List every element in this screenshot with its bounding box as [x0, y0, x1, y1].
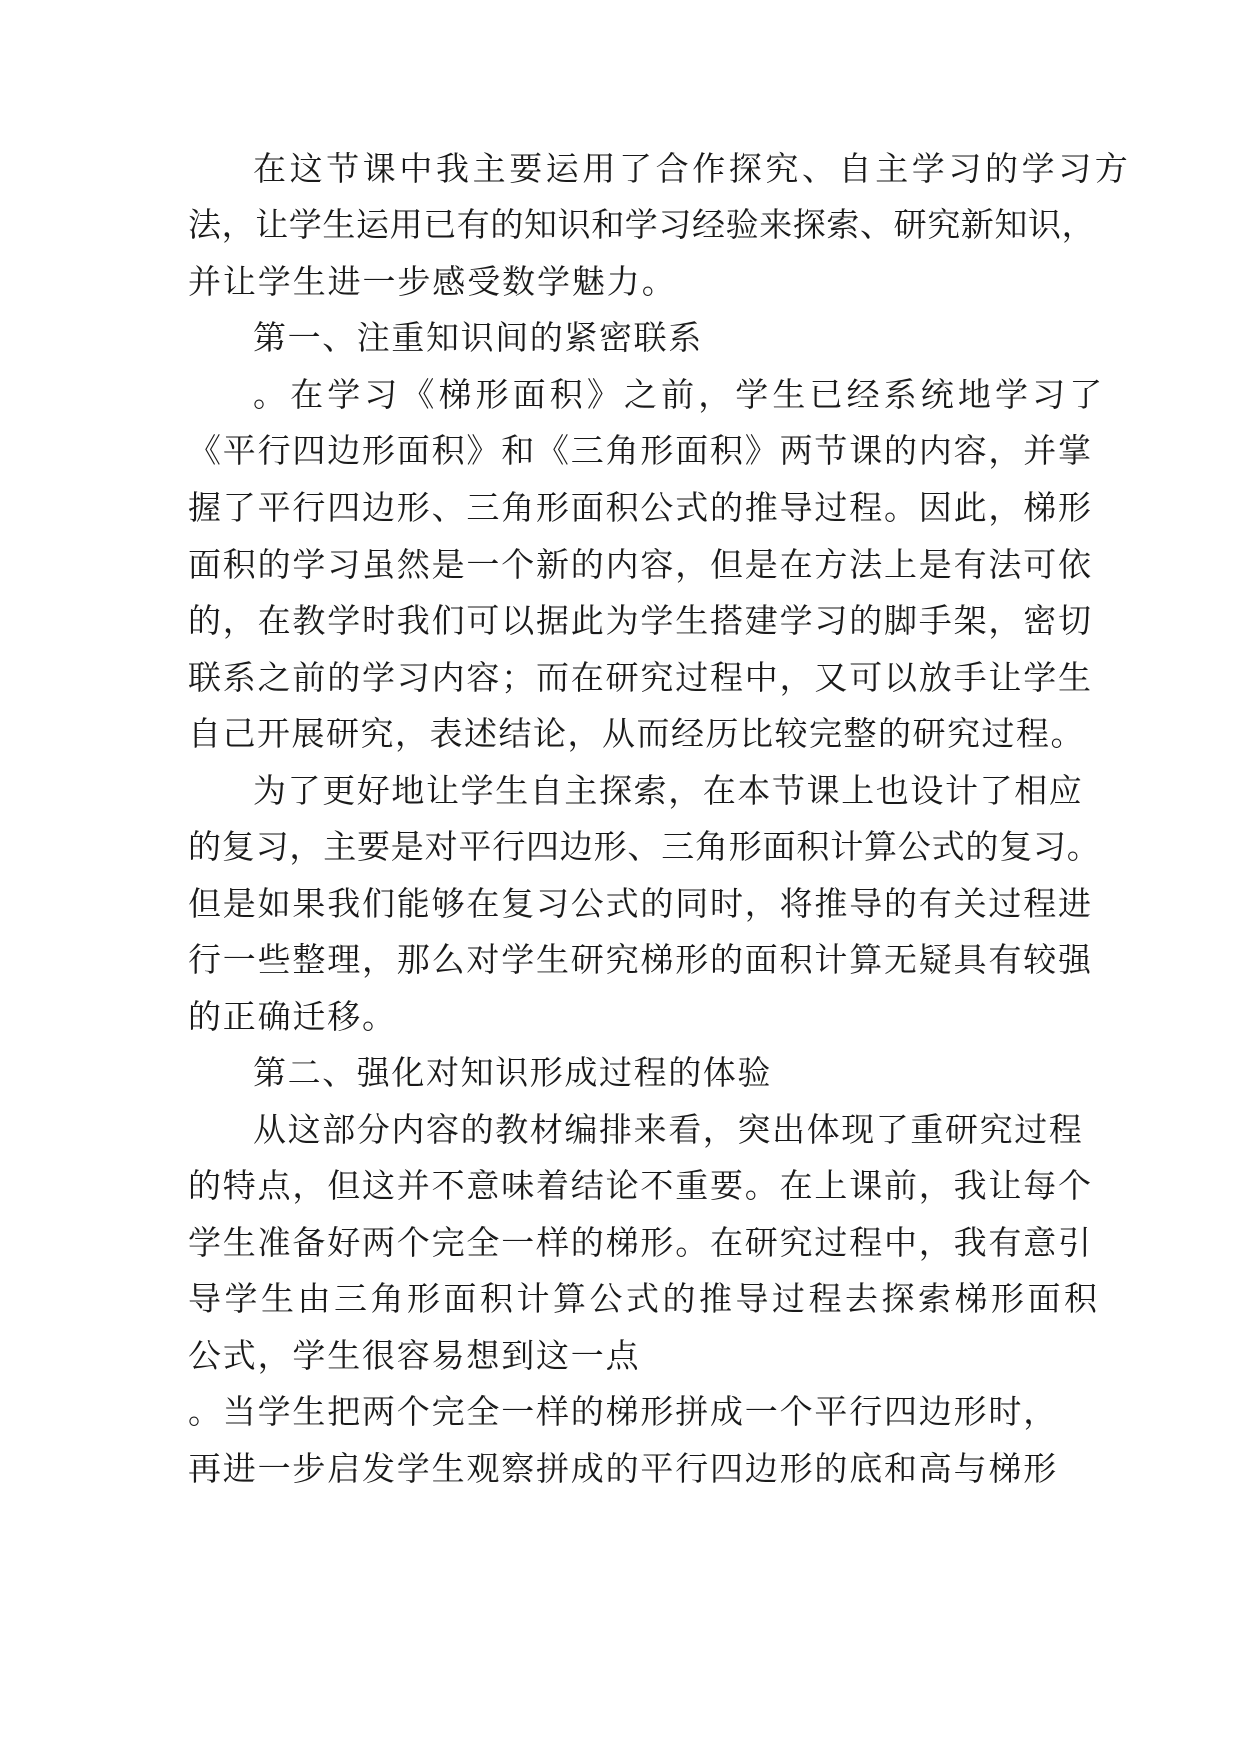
text-line: 。在学习《梯形面积》之前，学生已经系统地学习了 — [253, 375, 1107, 414]
text-line: 的正确迁移。 — [188, 997, 397, 1036]
text-line: 联系之前的学习内容；而在研究过程中，又可以放手让学生 — [188, 658, 1093, 697]
text-line: 《平行四边形面积》和《三角形面积》两节课的内容，并掌 — [188, 431, 1093, 470]
text-line: 法，让学生运用已有的知识和学习经验来探索、研究新知识， — [188, 205, 1096, 244]
text-line: 行一些整理，那么对学生研究梯形的面积计算无疑具有较强 — [188, 940, 1093, 979]
section-heading: 第二、强化对知识形成过程的体验 — [253, 1053, 772, 1092]
text-line: 导学生由三角形面积计算公式的推导过程去探索梯形面积 — [188, 1279, 1101, 1318]
text-line: 公式，学生很容易想到这一点 — [188, 1336, 641, 1375]
text-line: 的特点，但这并不意味着结论不重要。在上课前，我让每个 — [188, 1166, 1093, 1205]
text-line: 在这节课中我主要运用了合作探究、自主学习的学习方 — [253, 149, 1132, 188]
text-line: 握了平行四边形、三角形面积公式的推导过程。因此，梯形 — [188, 488, 1093, 527]
text-line: 但是如果我们能够在复习公式的同时，将推导的有关过程进 — [188, 884, 1093, 923]
text-line: 的复习，主要是对平行四边形、三角形面积计算公式的复习。 — [188, 827, 1101, 866]
text-line: 自己开展研究，表述结论，从而经历比较完整的研究过程。 — [188, 714, 1085, 753]
text-line: 再进一步启发学生观察拼成的平行四边形的底和高与梯形 — [188, 1449, 1058, 1488]
text-line: 为了更好地让学生自主探索，在本节课上也设计了相应 — [253, 771, 1084, 810]
text-line: 。当学生把两个完全一样的梯形拼成一个平行四边形时， — [188, 1392, 1058, 1431]
text-line: 学生准备好两个完全一样的梯形。在研究过程中，我有意引 — [188, 1223, 1093, 1262]
section-heading: 第一、注重知识间的紧密联系 — [253, 318, 703, 357]
text-line: 的，在教学时我们可以据此为学生搭建学习的脚手架，密切 — [188, 601, 1093, 640]
text-line: 面积的学习虽然是一个新的内容，但是在方法上是有法可依 — [188, 545, 1093, 584]
text-line: 并让学生进一步感受数学魅力。 — [188, 262, 677, 301]
text-line: 从这部分内容的教材编排来看，突出体现了重研究过程 — [253, 1110, 1084, 1149]
